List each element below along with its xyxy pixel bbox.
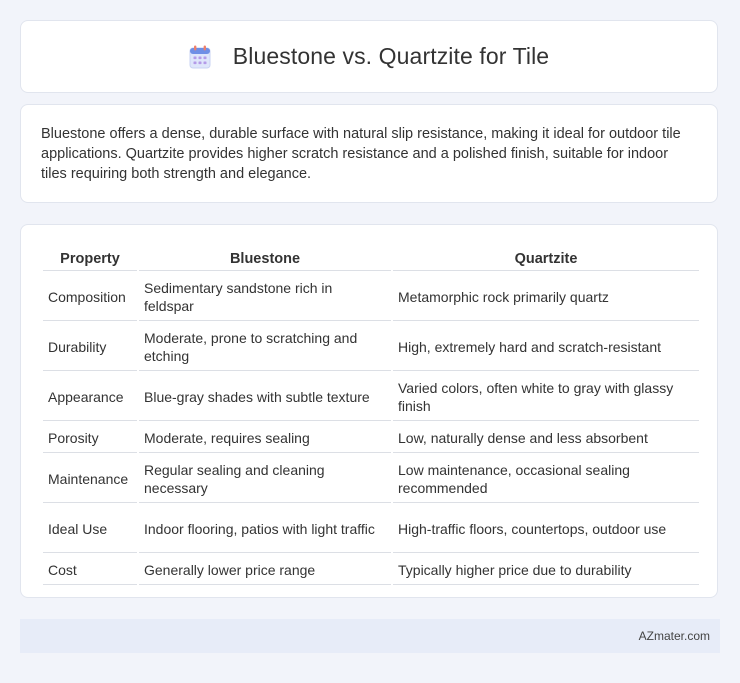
calendar-icon [189, 45, 211, 69]
cell-property: Maintenance [43, 455, 137, 503]
table-row [43, 423, 699, 453]
cell-quartzite: Low, naturally dense and less absorbent [393, 423, 699, 453]
header-bluestone: Bluestone [139, 247, 391, 271]
table-row [43, 323, 699, 371]
cell-property: Ideal Use [43, 505, 137, 553]
cell-bluestone: Moderate, prone to scratching and etching [139, 323, 391, 371]
cell-property: Durability [43, 323, 137, 371]
cell-quartzite: High-traffic floors, countertops, outdoor use [393, 505, 699, 553]
page-title: Bluestone vs. Quartzite for Tile [232, 43, 550, 69]
cell-quartzite: Varied colors, often white to gray with glassy finish [393, 373, 699, 421]
intro-text: Bluestone offers a dense, durable surface with natural slip resistance, making it ideal for outdoor tile applications. Quartzite provides higher scratch resistance and a polished finish, suitable for indoor tiles requiring both strength and elegance. [41, 126, 681, 182]
cell-property: Composition [43, 273, 137, 321]
table-row [43, 505, 699, 553]
header-quartzite: Quartzite [393, 247, 699, 271]
cell-quartzite: Typically higher price due to durability [393, 555, 699, 585]
cell-property: Porosity [43, 423, 137, 453]
footer [20, 619, 720, 653]
title-wrap [189, 43, 549, 70]
cell-bluestone: Moderate, requires sealing [139, 423, 391, 453]
cell-quartzite: High, extremely hard and scratch-resistant [393, 323, 699, 371]
table-row [43, 273, 699, 321]
comparison-table [41, 245, 701, 587]
table-row [43, 373, 699, 421]
footer-site-label: AZmater.com [638, 629, 710, 643]
cell-bluestone: Regular sealing and cleaning necessary [139, 455, 391, 503]
header-property: Property [43, 247, 137, 271]
cell-bluestone: Generally lower price range [139, 555, 391, 585]
cell-property: Cost [43, 555, 137, 585]
cell-bluestone: Sedimentary sandstone rich in feldspar [139, 273, 391, 321]
table-header-row [43, 247, 699, 271]
table-row [43, 455, 699, 503]
cell-quartzite: Low maintenance, occasional sealing recommended [393, 455, 699, 503]
cell-quartzite: Metamorphic rock primarily quartz [393, 273, 699, 321]
cell-bluestone: Blue-gray shades with subtle texture [139, 373, 391, 421]
table-row [43, 555, 699, 585]
cell-property: Appearance [43, 373, 137, 421]
title-card [20, 20, 718, 93]
intro-card [20, 104, 718, 203]
table-card [20, 224, 718, 598]
cell-bluestone: Indoor flooring, patios with light traffic [139, 505, 391, 553]
